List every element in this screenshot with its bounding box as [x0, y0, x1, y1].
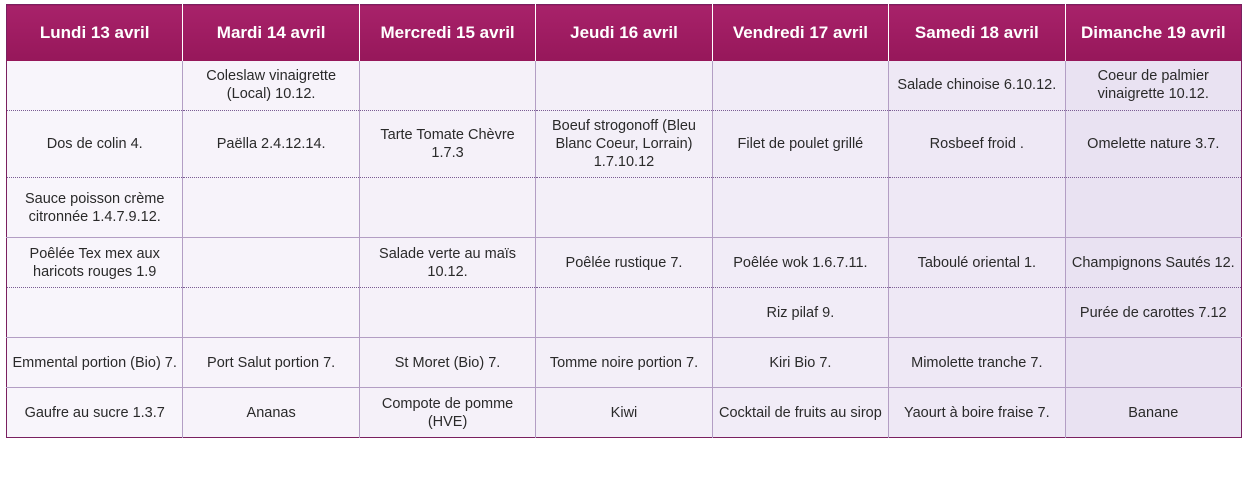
column-header-sunday: Dimanche 19 avril	[1065, 5, 1241, 61]
menu-cell: Boeuf strogonoff (Bleu Blanc Coeur, Lorrain) 1.7.10.12	[536, 111, 712, 178]
menu-cell	[183, 178, 359, 238]
table-header	[7, 5, 1242, 61]
menu-cell: Coeur de palmier vinaigrette 10.12.	[1065, 61, 1241, 111]
table-row	[7, 338, 1242, 388]
menu-cell	[889, 288, 1065, 338]
menu-cell	[1065, 178, 1241, 238]
menu-cell	[712, 178, 888, 238]
table-row	[7, 388, 1242, 438]
menu-cell: Poêlée rustique 7.	[536, 238, 712, 288]
menu-cell: St Moret (Bio) 7.	[359, 338, 535, 388]
menu-cell	[7, 288, 183, 338]
menu-cell: Taboulé oriental 1.	[889, 238, 1065, 288]
menu-cell: Banane	[1065, 388, 1241, 438]
column-header-friday: Vendredi 17 avril	[712, 5, 888, 61]
menu-cell: Port Salut portion 7.	[183, 338, 359, 388]
menu-cell: Coleslaw vinaigrette (Local) 10.12.	[183, 61, 359, 111]
menu-cell: Purée de carottes 7.12	[1065, 288, 1241, 338]
menu-cell	[536, 61, 712, 111]
header-row	[7, 5, 1242, 61]
table-row	[7, 178, 1242, 238]
menu-cell	[183, 238, 359, 288]
menu-cell: Omelette nature 3.7.	[1065, 111, 1241, 178]
menu-cell	[359, 178, 535, 238]
menu-cell: Tomme noire portion 7.	[536, 338, 712, 388]
column-header-monday: Lundi 13 avril	[7, 5, 183, 61]
menu-cell: Mimolette tranche 7.	[889, 338, 1065, 388]
menu-cell	[536, 288, 712, 338]
table-row	[7, 238, 1242, 288]
menu-cell: Salade chinoise 6.10.12.	[889, 61, 1065, 111]
menu-cell	[359, 61, 535, 111]
column-header-saturday: Samedi 18 avril	[889, 5, 1065, 61]
column-header-thursday: Jeudi 16 avril	[536, 5, 712, 61]
menu-cell: Emmental portion (Bio) 7.	[7, 338, 183, 388]
table-row	[7, 61, 1242, 111]
menu-cell: Dos de colin 4.	[7, 111, 183, 178]
menu-cell: Kiwi	[536, 388, 712, 438]
table-row	[7, 288, 1242, 338]
menu-cell: Gaufre au sucre 1.3.7	[7, 388, 183, 438]
menu-cell: Tarte Tomate Chèvre 1.7.3	[359, 111, 535, 178]
menu-cell	[183, 288, 359, 338]
menu-cell: Rosbeef froid .	[889, 111, 1065, 178]
menu-cell: Sauce poisson crème citronnée 1.4.7.9.12.	[7, 178, 183, 238]
menu-cell	[889, 178, 1065, 238]
table-row	[7, 111, 1242, 178]
menu-cell: Kiri Bio 7.	[712, 338, 888, 388]
menu-cell	[7, 61, 183, 111]
weekly-menu-table	[6, 4, 1242, 438]
menu-cell: Paëlla 2.4.12.14.	[183, 111, 359, 178]
menu-cell: Ananas	[183, 388, 359, 438]
menu-cell	[712, 61, 888, 111]
column-header-tuesday: Mardi 14 avril	[183, 5, 359, 61]
menu-cell: Riz pilaf 9.	[712, 288, 888, 338]
menu-cell	[1065, 338, 1241, 388]
menu-cell: Champignons Sautés 12.	[1065, 238, 1241, 288]
menu-cell: Salade verte au maïs 10.12.	[359, 238, 535, 288]
menu-cell: Cocktail de fruits au sirop	[712, 388, 888, 438]
menu-cell: Compote de pomme (HVE)	[359, 388, 535, 438]
column-header-wednesday: Mercredi 15 avril	[359, 5, 535, 61]
menu-cell	[359, 288, 535, 338]
menu-cell: Yaourt à boire fraise 7.	[889, 388, 1065, 438]
menu-cell: Filet de poulet grillé	[712, 111, 888, 178]
menu-cell	[536, 178, 712, 238]
menu-cell: Poêlée wok 1.6.7.11.	[712, 238, 888, 288]
table-body	[7, 61, 1242, 438]
menu-cell: Poêlée Tex mex aux haricots rouges 1.9	[7, 238, 183, 288]
